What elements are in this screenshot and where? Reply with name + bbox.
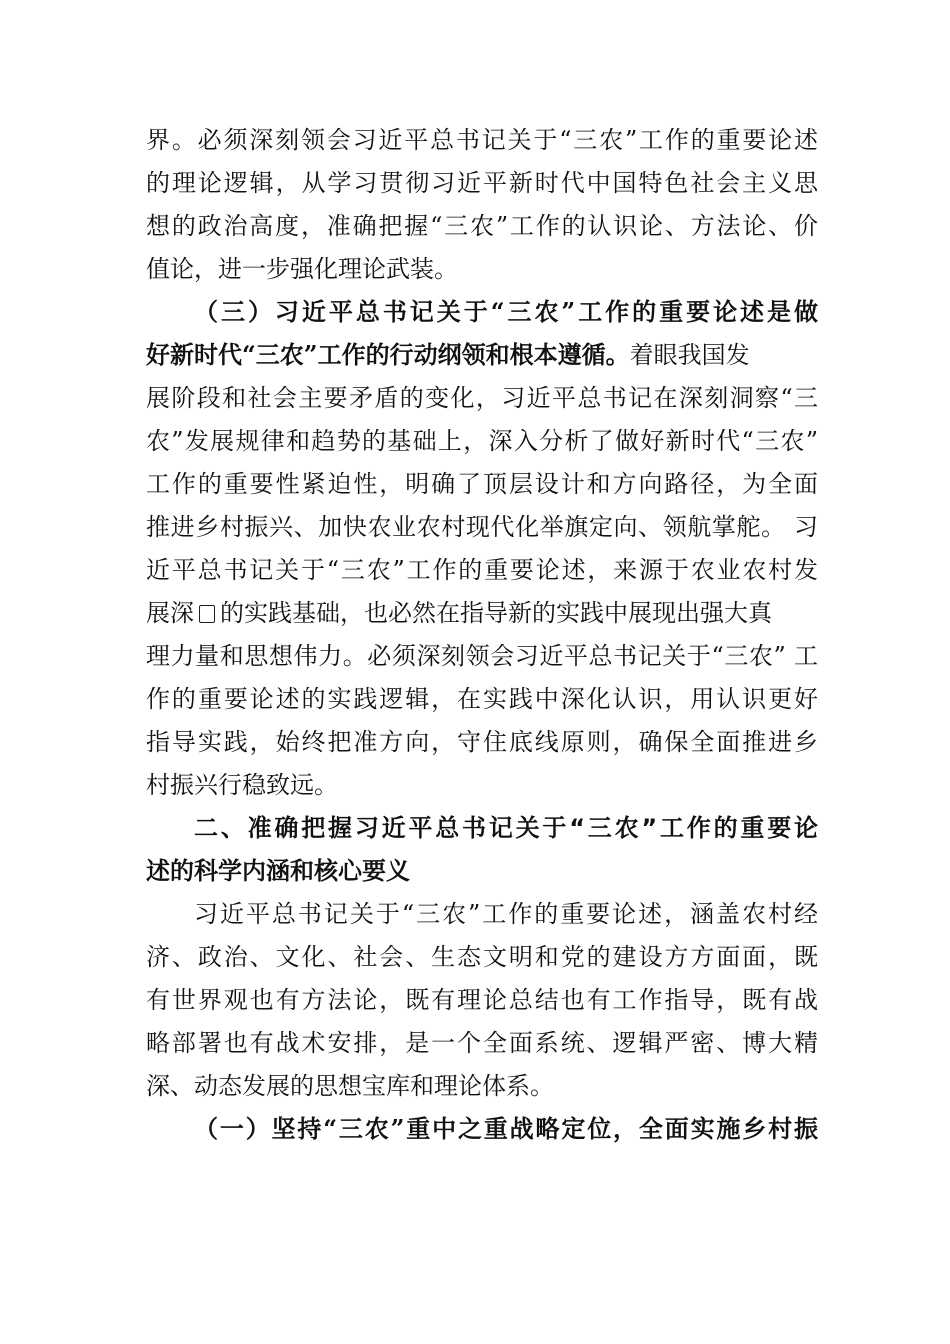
- section-heading-line-1: 二、准确把握习近平总书记关于“三农”工作的重要论: [194, 814, 818, 842]
- paragraph-2-line-3: 展阶段和社会主要矛盾的变化，习近平总书记在深刻洞察“三: [146, 384, 818, 412]
- paragraph-2-line-7: 近平总书记关于“三农”工作的重要论述，来源于农业农村发: [146, 556, 818, 584]
- paragraph-3-line-1: 习近平总书记关于“三农”工作的重要论述，涵盖农村经: [194, 900, 818, 928]
- paragraph-2-line-2: [146, 333, 818, 377]
- paragraph-2-line-11: 指导实践，始终把准方向，守住底线原则，确保全面推进乡: [146, 728, 818, 756]
- paragraph-2-line-2-bold: 好新时代“三农”工作的行动纲领和根本遵循。: [146, 340, 630, 369]
- paragraph-2-line-2-rest: 着眼我国发: [629, 341, 750, 369]
- paragraph-2-line-10: 作的重要论述的实践逻辑，在实践中深化认识，用认识更好: [146, 685, 818, 713]
- paragraph-2-line-4: 农”发展规律和趋势的基础上，深入分析了做好新时代“三农”: [146, 427, 818, 455]
- paragraph-2-line-12: 村振兴行稳致远。: [146, 771, 338, 799]
- paragraph-3-line-5: 深、动态发展的思想宝库和理论体系。: [146, 1072, 554, 1100]
- paragraph-2-line-6: 推进乡村振兴、加快农业农村现代化举旗定向、领航掌舵。 习: [146, 513, 818, 541]
- section-heading-line-2: 述的科学内涵和核心要义: [146, 857, 410, 885]
- paragraph-2-line-8-end: 的实践基础，也必然在指导新的实践中展现出强大真: [220, 599, 772, 627]
- paragraph-2-line-8: [146, 591, 818, 635]
- paragraph-1-line-1: 界。必须深刻领会习近平总书记关于“三农”工作的重要论述: [146, 126, 818, 154]
- paragraph-2-line-8-start: 展深: [146, 599, 194, 627]
- paragraph-1-line-3: 想的政治高度，准确把握“三农”工作的认识论、方法论、价: [146, 212, 818, 240]
- paragraph-1-line-2: 的理论逻辑，从学习贯彻习近平新时代中国特色社会主义思: [146, 169, 818, 197]
- paragraph-3-line-4: 略部署也有战术安排，是一个全面系统、逻辑严密、博大精: [146, 1029, 818, 1057]
- paragraph-4-line-1: （一）坚持“三农”重中之重战略定位，全面实施乡村振: [194, 1114, 818, 1143]
- missing-glyph-icon: [199, 605, 215, 623]
- paragraph-2-line-5: 工作的重要性紧迫性，明确了顶层设计和方向路径，为全面: [146, 470, 818, 498]
- paragraph-1-line-4: 值论，进一步强化理论武装。: [146, 255, 458, 283]
- paragraph-3-line-3: 有世界观也有方法论，既有理论总结也有工作指导，既有战: [146, 986, 818, 1014]
- paragraph-3-line-2: 济、政治、文化、社会、生态文明和党的建设方方面面，既: [146, 943, 818, 971]
- paragraph-2-line-9: 理力量和思想伟力。必须深刻领会习近平总书记关于“三农” 工: [146, 642, 818, 670]
- paragraph-2-line-1: （三）习近平总书记关于“三农”工作的重要论述是做: [194, 297, 818, 326]
